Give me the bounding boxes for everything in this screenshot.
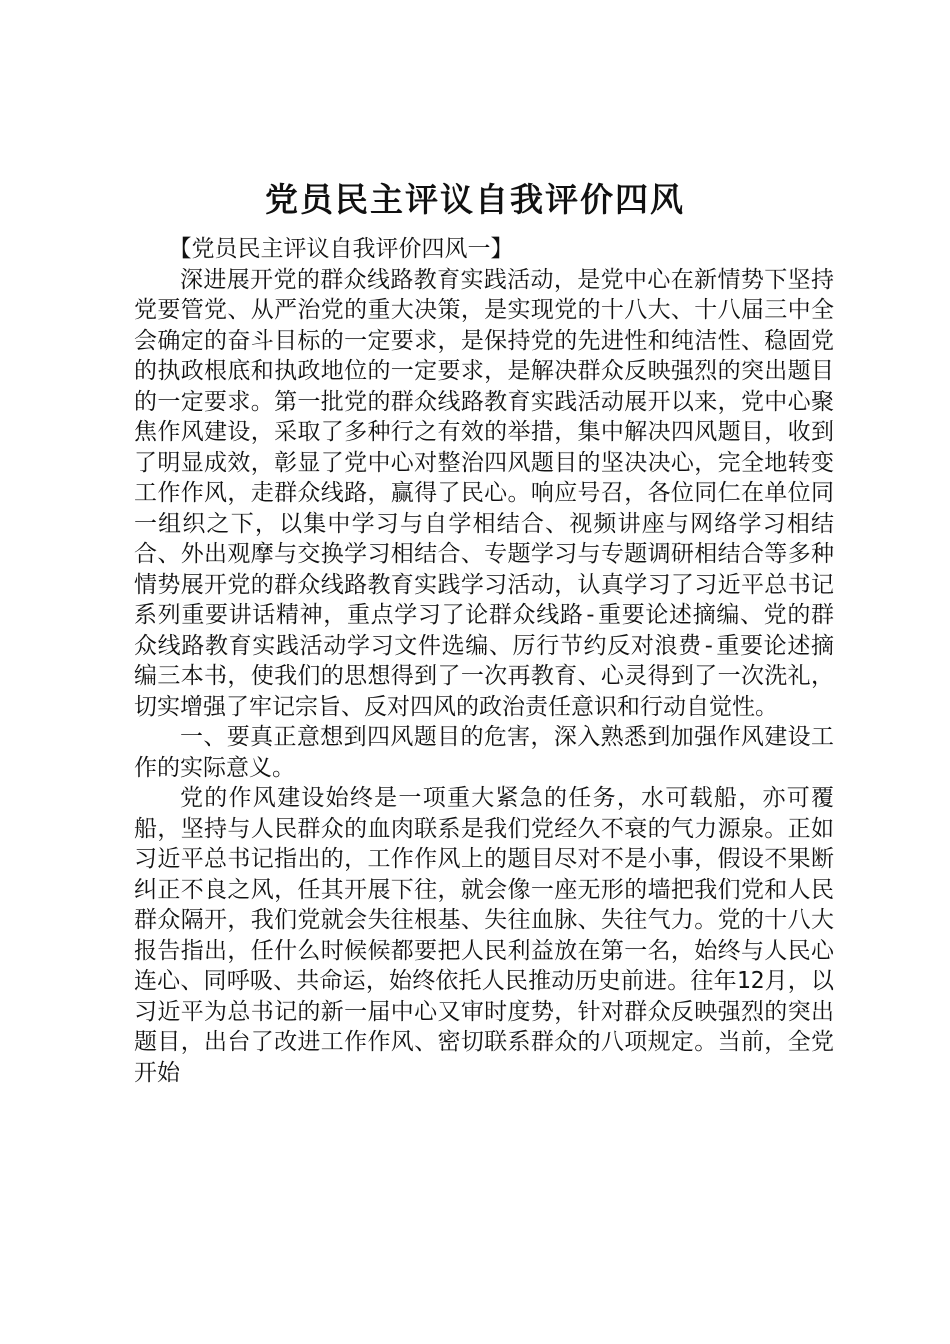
paragraph-body: 党的作风建设始终是一项重大紧急的任务，水可载船，亦可覆船，坚持与人民群众的血肉联系是我们党经久不衰的气力源泉。正如习近平总书记指出的，工作作风上的题目尽对不是小事，假设不果断纠正不良之风，任其开展下往，就会像一座无形的墙把我们党和人民群众隔开，我们党就会失往根基、失往血脉、失往气力。党的十八大报告指出，任什么时候候都要把人民利益放在第一名，始终与人民心连心、同呼吸、共命运，始终依托人民推动历史前进。往年12月，以习近平为总书记的新一届中心又审时度势，针对群众反映强烈的突出题目，出台了改进工作作风、密切联系群众的八项规定。当前，全党开始 xyxy=(134,785,834,1086)
document-title: 党员民主评议自我评价四风 xyxy=(265,180,685,219)
paragraph-section-heading: 一、要真正意想到四风题目的危害，深入熟悉到加强作风建设工作的实际意义。 xyxy=(134,724,834,781)
document-body xyxy=(134,234,834,1088)
paragraph-intro: 深进展开党的群众线路教育实践活动，是党中心在新情势下坚持党要管党、从严治党的重大决策，是实现党的十八大、十八届三中全会确定的奋斗目标的一定要求，是保持党的先进性和纯洁性、稳固党的执政根底和执政地位的一定要求，是解决群众反映强烈的突出题目的一定要求。第一批党的群众线路教育实践活动展开以来，党中心聚焦作风建设，采取了多种行之有效的举措，集中解决四风题目，收到了明显成效，彰显了党中心对整治四风题目的坚决决心，完全地转变工作作风，走群众线路，赢得了民心。响应号召，各位同仁在单位同一组织之下，以集中学习与自学相结合、视频讲座与网络学习相结合、外出观摩与交换学习相结合、专题学习与专题调研相结合等多种情势展开党的群众线路教育实践学习活动，认真学习了习近平总书记系列重要讲话精神，重点学习了论群众线路-重要论述摘编、党的群众线路教育实践活动学习文件选编、厉行节约反对浪费-重要论述摘编三本书，使我们的思想得到了一次再教育、心灵得到了一次洗礼，切实增强了牢记宗旨、反对四风的政治责任意识和行动自觉性。 xyxy=(134,266,834,720)
document-subtitle: 【党员民主评议自我评价四风一】 xyxy=(168,236,514,262)
